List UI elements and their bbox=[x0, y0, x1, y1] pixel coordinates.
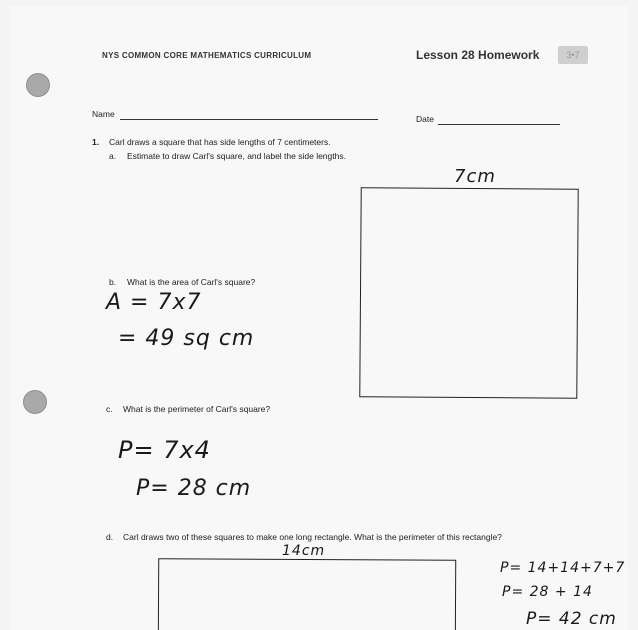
rectangle-perimeter-line3: P= 42 cm bbox=[526, 609, 617, 629]
part-a-label: a. bbox=[109, 151, 117, 161]
lesson-badge: 3•7 bbox=[558, 46, 588, 64]
name-line bbox=[120, 119, 378, 120]
worksheet-page bbox=[10, 6, 628, 630]
part-c-question: What is the perimeter of Carl's square? bbox=[123, 404, 271, 414]
part-d-question: Carl draws two of these squares to make one long rectangle. What is the perimeter of this rectangle? bbox=[123, 532, 502, 542]
area-work-line2: = 49 sq cm bbox=[118, 326, 255, 351]
problem-stem: Carl draws a square that has side lengths of 7 centimeters. bbox=[109, 137, 331, 147]
part-d-label: d. bbox=[106, 532, 114, 542]
drawn-rectangle bbox=[158, 558, 456, 630]
rectangle-side-label: 14cm bbox=[282, 543, 326, 559]
part-c-label: c. bbox=[106, 404, 113, 414]
problem-number: 1. bbox=[92, 137, 100, 147]
drawn-square bbox=[359, 187, 578, 399]
rectangle-perimeter-line2: P= 28 + 14 bbox=[502, 584, 593, 600]
part-b-question: What is the area of Carl's square? bbox=[127, 277, 256, 287]
perimeter-work-line2: P= 28 cm bbox=[136, 476, 252, 501]
punch-hole-top bbox=[26, 73, 50, 97]
curriculum-header: NYS COMMON CORE MATHEMATICS CURRICULUM bbox=[102, 51, 312, 60]
punch-hole-middle bbox=[23, 390, 47, 414]
part-a-question: Estimate to draw Carl's square, and label the side lengths. bbox=[127, 151, 346, 161]
name-label: Name bbox=[92, 109, 115, 119]
rectangle-perimeter-line1: P= 14+14+7+7 bbox=[500, 560, 626, 576]
lesson-title: Lesson 28 Homework bbox=[416, 48, 540, 62]
date-label: Date bbox=[416, 114, 434, 124]
date-line bbox=[438, 124, 560, 125]
part-b-label: b. bbox=[109, 277, 117, 287]
perimeter-work-line1: P= 7x4 bbox=[118, 436, 211, 464]
area-work-line1: A = 7x7 bbox=[106, 290, 202, 315]
square-side-label: 7cm bbox=[454, 166, 496, 187]
